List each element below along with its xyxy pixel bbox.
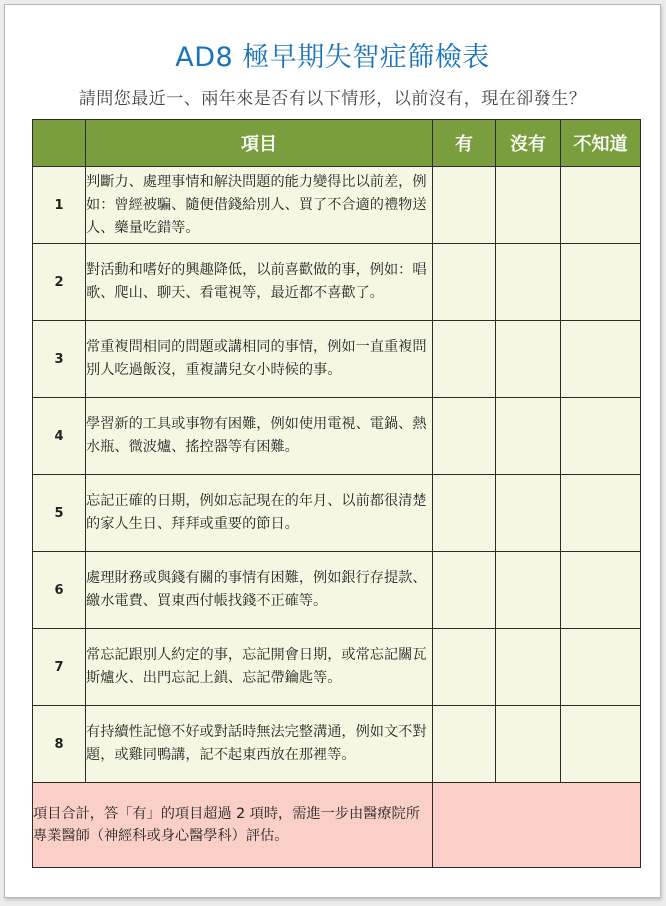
row-number: 5 <box>33 475 86 552</box>
no-checkbox-cell[interactable] <box>496 475 561 552</box>
row-question: 對活動和嗜好的興趣降低，以前喜歡做的事，例如：唱歌、爬山、聊天、看電視等，最近都不喜歡了。 <box>86 244 433 321</box>
no-checkbox-cell[interactable] <box>496 167 561 244</box>
yes-checkbox-cell[interactable] <box>433 398 496 475</box>
yes-checkbox-cell[interactable] <box>433 321 496 398</box>
header-item: 項目 <box>86 120 433 167</box>
yes-checkbox-cell[interactable] <box>433 244 496 321</box>
no-checkbox-cell[interactable] <box>496 552 561 629</box>
row-question: 常重複問相同的問題或講相同的事情，例如一直重複問別人吃過飯沒，重複講兒女小時候的事。 <box>86 321 433 398</box>
yes-checkbox-cell[interactable] <box>433 167 496 244</box>
no-checkbox-cell[interactable] <box>496 706 561 783</box>
yes-checkbox-cell[interactable] <box>433 629 496 706</box>
no-checkbox-cell[interactable] <box>496 244 561 321</box>
table-row <box>33 552 641 629</box>
row-number: 1 <box>33 167 86 244</box>
no-checkbox-cell[interactable] <box>496 629 561 706</box>
no-checkbox-cell[interactable] <box>496 321 561 398</box>
table-row <box>33 398 641 475</box>
screening-form <box>4 4 661 898</box>
row-number: 6 <box>33 552 86 629</box>
row-question: 處理財務或與錢有關的事情有困難，例如銀行存提款、繳水電費、買東西付帳找錢不正確等。 <box>86 552 433 629</box>
table-row <box>33 244 641 321</box>
header-no: 沒有 <box>496 120 561 167</box>
unknown-checkbox-cell[interactable] <box>561 706 641 783</box>
row-question: 學習新的工具或事物有困難，例如使用電視、電鍋、熱水瓶、微波爐、搖控器等有困難。 <box>86 398 433 475</box>
table-row <box>33 167 641 244</box>
table-row <box>33 706 641 783</box>
row-question: 判斷力、處理事情和解決問題的能力變得比以前差，例如：曾經被騙、隨便借錢給別人、買了不合適的禮物送人、藥量吃錯等。 <box>86 167 433 244</box>
unknown-checkbox-cell[interactable] <box>561 475 641 552</box>
unknown-checkbox-cell[interactable] <box>561 552 641 629</box>
ad8-table <box>32 119 641 868</box>
header-yes: 有 <box>433 120 496 167</box>
unknown-checkbox-cell[interactable] <box>561 244 641 321</box>
header-num <box>33 120 86 167</box>
row-question: 常忘記跟別人約定的事，忘記開會日期，或常忘記關瓦斯爐火、出門忘記上鎖、忘記帶鑰匙等。 <box>86 629 433 706</box>
unknown-checkbox-cell[interactable] <box>561 398 641 475</box>
row-question: 忘記正確的日期，例如忘記現在的年月、以前都很清楚的家人生日、拜拜或重要的節日。 <box>86 475 433 552</box>
yes-checkbox-cell[interactable] <box>433 706 496 783</box>
table-row <box>33 475 641 552</box>
row-number: 7 <box>33 629 86 706</box>
total-row <box>33 783 641 868</box>
total-count-cell[interactable] <box>433 783 641 868</box>
row-question: 有持續性記憶不好或對話時無法完整溝通，例如文不對題，或雞同鴨講，記不起東西放在那裡等。 <box>86 706 433 783</box>
yes-checkbox-cell[interactable] <box>433 552 496 629</box>
yes-checkbox-cell[interactable] <box>433 475 496 552</box>
form-subtitle: 請問您最近一、兩年來是否有以下情形，以前沒有，現在卻發生？ <box>78 89 587 109</box>
table-row <box>33 321 641 398</box>
form-title: AD8 極早期失智症篩檢表 <box>175 42 490 73</box>
row-number: 8 <box>33 706 86 783</box>
row-number: 4 <box>33 398 86 475</box>
header-unknown: 不知道 <box>561 120 641 167</box>
total-note: 項目合計，答「有」的項目超過 2 項時，需進一步由醫療院所專業醫師（神經科或身心醫學科）評估。 <box>33 783 433 868</box>
row-number: 2 <box>33 244 86 321</box>
unknown-checkbox-cell[interactable] <box>561 321 641 398</box>
table-row <box>33 629 641 706</box>
unknown-checkbox-cell[interactable] <box>561 629 641 706</box>
row-number: 3 <box>33 321 86 398</box>
unknown-checkbox-cell[interactable] <box>561 167 641 244</box>
no-checkbox-cell[interactable] <box>496 398 561 475</box>
table-header-row <box>33 120 641 167</box>
